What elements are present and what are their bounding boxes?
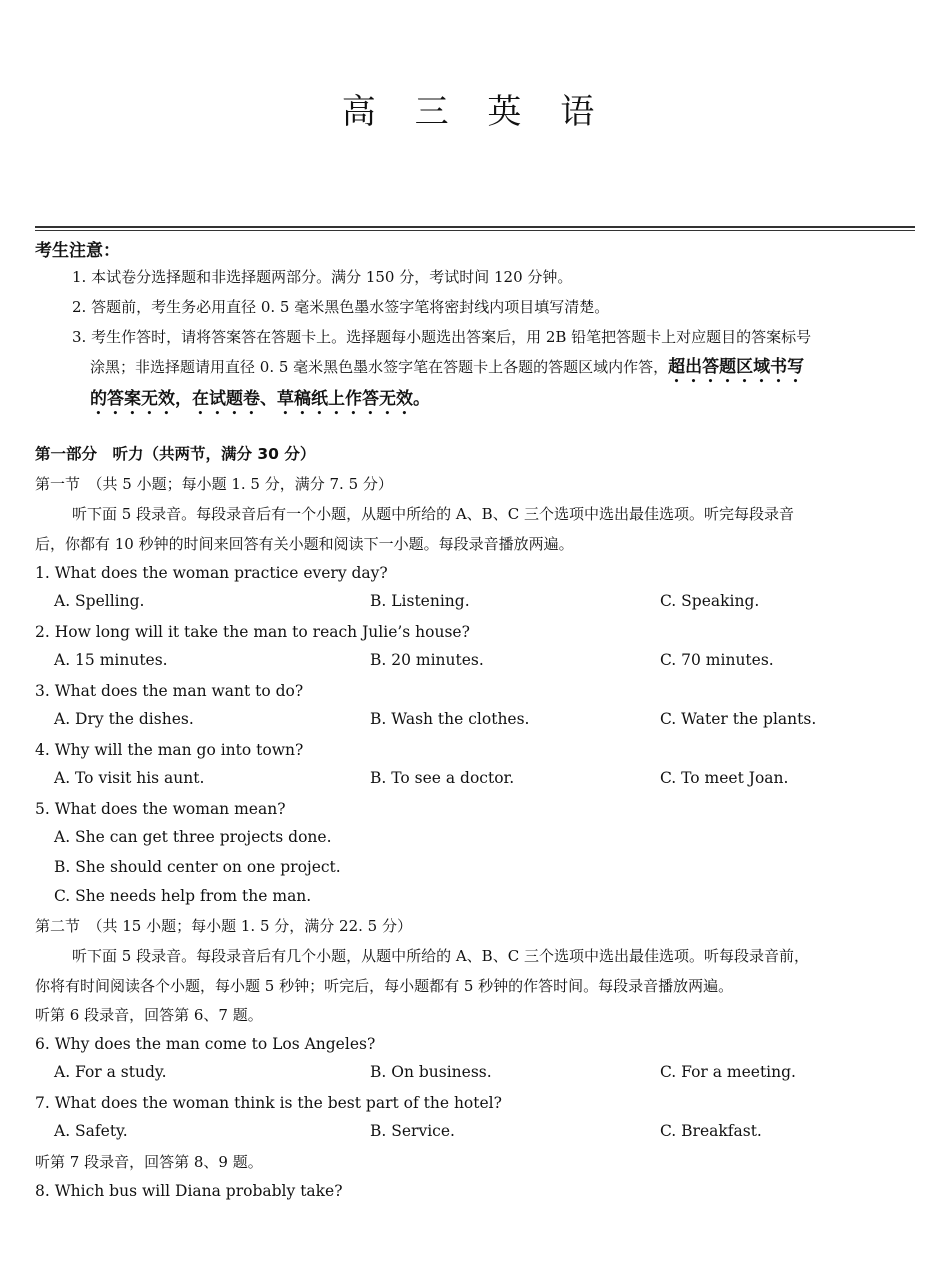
q7-option-c: C. Breakfast.: [660, 1122, 762, 1140]
notice-emphasis: 超出答题区域书写: [668, 357, 805, 377]
section2-instructions-2: 你将有时间阅读各个小题，每小题 5 秒钟；听完后，每小题都有 5 秒钟的作答时间。每段录音播放两遍。: [35, 977, 734, 995]
question-7: 7. What does the woman think is the best part of the hotel?: [35, 1094, 502, 1112]
notice-emphasis-line3: 的答案无效，在试题卷、草稿纸上作答无效。: [90, 389, 430, 409]
section1-heading: 第一节 （共 5 小题；每小题 1. 5 分，满分 7. 5 分）: [35, 475, 393, 493]
q5-option-a: A. She can get three projects done.: [54, 828, 332, 846]
notice-item-3-line2: [90, 357, 804, 387]
q1-option-b: B. Listening.: [370, 592, 470, 610]
notice-heading: 考生注意：: [35, 241, 120, 261]
q5-option-c: C. She needs help from the man.: [54, 887, 312, 905]
q3-option-c: C. Water the plants.: [660, 710, 817, 728]
q4-option-b: B. To see a doctor.: [370, 769, 515, 787]
q4-option-c: C. To meet Joan.: [660, 769, 789, 787]
question-5: 5. What does the woman mean?: [35, 800, 286, 818]
q2-option-c: C. 70 minutes.: [660, 651, 774, 669]
q3-option-a: A. Dry the dishes.: [54, 710, 194, 728]
q2-option-a: A. 15 minutes.: [54, 651, 168, 669]
section1-instructions-2: 后，你都有 10 秒钟的时间来回答有关小题和阅读下一小题。每段录音播放两遍。: [35, 535, 574, 553]
question-4: 4. Why will the man go into town?: [35, 741, 304, 759]
page-title: 高 三 英 语: [341, 92, 609, 132]
q6-option-a: A. For a study.: [54, 1063, 167, 1081]
notice-item-3-line1: 3. 考生作答时，请将答案答在答题卡上。选择题每小题选出答案后，用 2B 铅笔把答题卡上对应题目的答案标号: [72, 328, 812, 346]
question-2: 2. How long will it take the man to reach Julie’s house?: [35, 623, 470, 641]
notice-item-2: 2. 答题前，考生务必用直径 0. 5 毫米黑色墨水签字笔将密封线内项目填写清楚。: [72, 298, 610, 316]
section2-instructions-1: 听下面 5 段录音。每段录音后有几个小题，从题中所给的 A、B、C 三个选项中选出最佳选项。听每段录音前，: [72, 947, 809, 965]
question-1: 1. What does the woman practice every day?: [35, 564, 388, 582]
q6-option-b: B. On business.: [370, 1063, 492, 1081]
section1-instructions-1: 听下面 5 段录音。每段录音后有一个小题，从题中所给的 A、B、C 三个选项中选出最佳选项。听完每段录音: [72, 505, 794, 523]
q4-option-a: A. To visit his aunt.: [54, 769, 205, 787]
q6-option-c: C. For a meeting.: [660, 1063, 796, 1081]
q7-option-a: A. Safety.: [54, 1122, 128, 1140]
audio-7-instruction: 听第 7 段录音，回答第 8、9 题。: [35, 1153, 263, 1171]
divider: [35, 230, 915, 231]
audio-6-instruction: 听第 6 段录音，回答第 6、7 题。: [35, 1006, 263, 1024]
question-3: 3. What does the man want to do?: [35, 682, 304, 700]
q3-option-b: B. Wash the clothes.: [370, 710, 530, 728]
section2-heading: 第二节 （共 15 小题；每小题 1. 5 分，满分 22. 5 分）: [35, 917, 412, 935]
q1-option-a: A. Spelling.: [54, 592, 145, 610]
part1-heading: 第一部分 听力（共两节，满分 30 分）: [35, 445, 316, 463]
question-6: 6. Why does the man come to Los Angeles?: [35, 1035, 376, 1053]
notice-item-1: 1. 本试卷分选择题和非选择题两部分。满分 150 分，考试时间 120 分钟。: [72, 268, 573, 286]
q2-option-b: B. 20 minutes.: [370, 651, 484, 669]
notice-item-3-plain: 涂黑；非选择题请用直径 0. 5 毫米黑色墨水签字笔在答题卡上各题的答题区域内作答，: [90, 358, 669, 376]
q5-option-b: B. She should center on one project.: [54, 858, 341, 876]
question-8: 8. Which bus will Diana probably take?: [35, 1182, 343, 1200]
q1-option-c: C. Speaking.: [660, 592, 760, 610]
q7-option-b: B. Service.: [370, 1122, 455, 1140]
divider: [35, 226, 915, 228]
